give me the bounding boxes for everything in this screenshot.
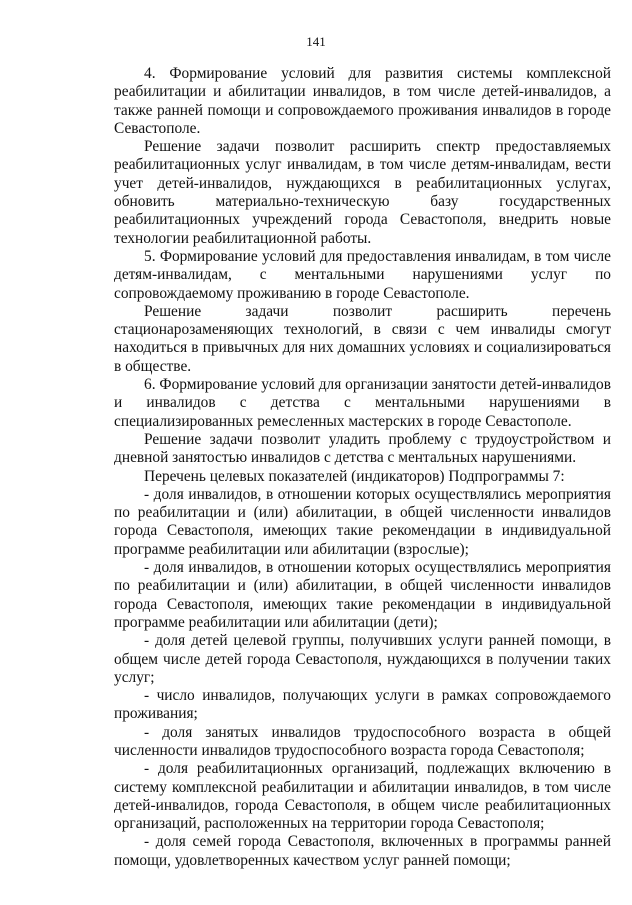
- paragraph-task-4: 4. Формирование условий для развития системы комплексной реабилитации и абилитации инвалидов, в том числе детей-инвалидов, а также ранней помощи и сопровождаемого проживания инвалидов в городе Севастополе.: [114, 65, 611, 137]
- paragraph-task-5: 5. Формирование условий для предоставления инвалидам, в том числе детям-инвалидам, с ментальными нарушениями услуг по сопровождаемому проживанию в городе Севастополе.: [114, 247, 611, 302]
- list-item-indicator: - доля инвалидов, в отношении которых осуществлялись мероприятия по реабилитации и (или) абилитации, в общей численности инвалидов города Севастополя, имеющих такие рекомендации в индивидуальной программе реабилитации или абилитации (дети);: [114, 559, 611, 631]
- page-number: 141: [306, 34, 326, 49]
- list-item-indicator: - доля реабилитационных организаций, подлежащих включению в систему комплексной реабилитации и абилитации инвалидов, в том числе детей-инвалидов, города Севастополя, в общем числе реабилитационных организаций, расположенных на территории города Севастополя;: [114, 760, 611, 833]
- list-item-indicator: - доля детей целевой группы, получивших услуги ранней помощи, в общем числе детей города Севастополя, нуждающихся в получении таких услуг;: [114, 632, 611, 686]
- paragraph-task-6-solution: Решение задачи позволит уладить проблему с трудоустройством и дневной занятостью инвалидов с детства с ментальных нарушениями.: [114, 430, 611, 467]
- list-item-indicator: - доля занятых инвалидов трудоспособного возраста в общей численности инвалидов трудоспособного возраста города Севастополя;: [114, 723, 611, 759]
- paragraph-task-4-solution: Решение задачи позволит расширить спектр предоставляемых реабилитационных услуг инвалидам, в том числе детям-инвалидам, вести учет детей-инвалидов, нуждающихся в реабилитационных услугах, обновить материально-техническую базу государственных реабилитационных учреждений города Севастополя, внедрить новые технологии реабилитационной работы.: [114, 138, 611, 247]
- document-body: [114, 65, 611, 870]
- list-item-indicator: - доля семей города Севастополя, включенных в программы ранней помощи, удовлетворенных качеством услуг ранней помощи;: [114, 833, 611, 869]
- list-item-indicator: - число инвалидов, получающих услуги в рамках сопровождаемого проживания;: [114, 687, 611, 723]
- paragraph-task-6: 6. Формирование условий для организации занятости детей-инвалидов и инвалидов с детства с ментальными нарушениями в специализированных ремесленных мастерских в городе Севастополе.: [114, 376, 611, 430]
- list-item-indicator: - доля инвалидов, в отношении которых осуществлялись мероприятия по реабилитации и (или) абилитации, в общей численности инвалидов города Севастополя, имеющих такие рекомендации в индивидуальной программе реабилитации или абилитации (взрослые);: [114, 485, 611, 558]
- paragraph-indicators-heading: Перечень целевых показателей (индикаторов) Подпрограммы 7:: [144, 467, 565, 485]
- paragraph-task-5-solution: Решение задачи позволит расширить перечень стационарозаменяющих технологий, в связи с чем инвалиды смогут находиться в привычных для них домашних условиях и социализироваться в обществе.: [114, 302, 611, 375]
